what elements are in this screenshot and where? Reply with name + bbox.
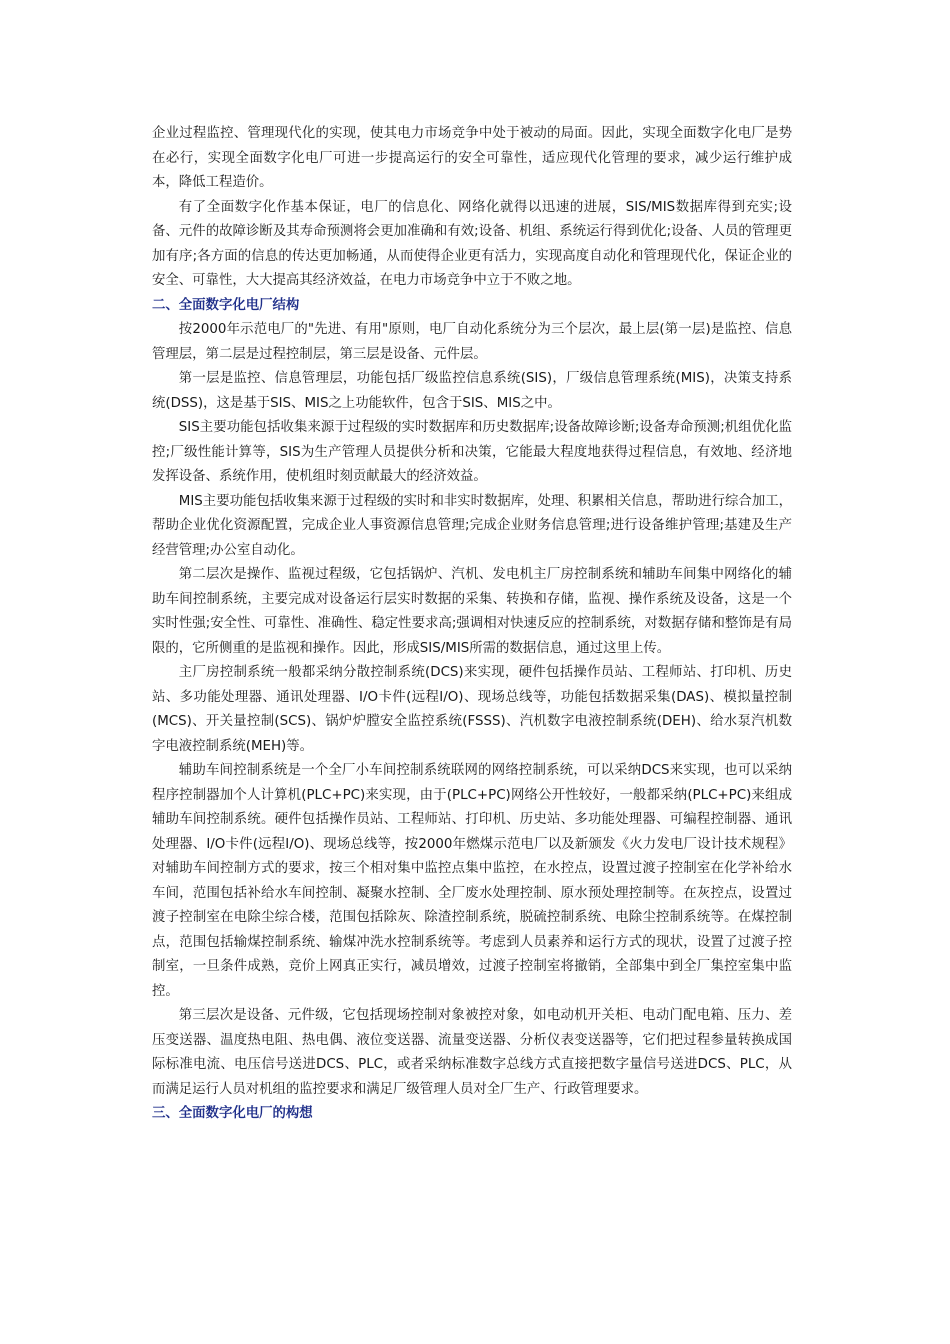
paragraph-sis: SIS主要功能包括收集来源于过程级的实时数据库和历史数据库;设备故障诊断;设备寿命预测;机组优化监控;厂级性能计算等，SIS为生产管理人员提供分析和决策，它能最大程度地获得过程信息，有效地、经济地发挥设备、系统作用，使机组时刻贡献最大的经济效益。 xyxy=(152,420,792,484)
paragraph-digital-foundation: 有了全面数字化作基本保证，电厂的信息化、网络化就得以迅速的进展，SIS/MIS数据库得到充实;设备、元件的故障诊断及其寿命预测将会更加准确和有效;设备、机组、系统运行得到优化;设备、人员的管理更加有序;各方面的信息的传达更加畅通，从而使得企业更有活力，实现高度自动化和管理现代化，保证企业的安全、可靠性，大大提高其经济效益，在电力市场竞争中立于不败之地。 xyxy=(152,199,792,288)
paragraph-first-level: 第一层是监控、信息管理层，功能包括厂级监控信息系统(SIS)，厂级信息管理系统(MIS)，决策支持系统(DSS)，这是基于SIS、MIS之上功能软件，包含于SIS、MIS之中。 xyxy=(152,371,792,411)
paragraph-mis: MIS主要功能包括收集来源于过程级的实时和非实时数据库，处理、积累相关信息，帮助进行综合加工，帮助企业优化资源配置，完成企业人事资源信息管理;完成企业财务信息管理;进行设备维护管理;基建及生产经营管理;办公室自动化。 xyxy=(152,493,792,558)
paragraph-main-plant-control: 主厂房控制系统一般都采纳分散控制系统(DCS)来实现，硬件包括操作员站、工程师站、打印机、历史站、多功能处理器、通讯处理器、I/O卡件(远程I/O)、现场总线等，功能包括数据采集(DAS)、模拟量控制(MCS)、开关量控制(SCS)、锅炉炉膛安全监控系统(FSSS)、汽机数字电液控制系统(DEH)、给水泵汽机数字电液控制系统(MEH)等。 xyxy=(152,665,792,754)
paragraph-auxiliary-control: 辅助车间控制系统是一个全厂小车间控制系统联网的网络控制系统，可以采纳DCS来实现，也可以采纳程序控制器加个人计算机(PLC+PC)来实现，由于(PLC+PC)网络公开性较好，一般都采纳(PLC+PC)来组成辅助车间控制系统。硬件包括操作员站、工程师站、打印机、历史站、多功能处理器、可编程控制器、通讯处理器、I/O卡件(远程I/O)、现场总线等，按2000年燃煤示范电厂以及新颁发《火力发电厂设计技术规程》对辅助车间控制方式的要求，按三个相对集中监控点集中监控，在水控点，设置过渡子控制室在化学补给水车间，范围包括补给水车间控制、凝聚水控制、全厂废水处理控制、原水预处理控制等。在灰控点，设置过渡子控制室在电除尘综合楼，范围包括除灰、除渣控制系统，脱硫控制系统、电除尘控制系统等。在煤控制点，范围包括输煤控制系统、输煤冲洗水控制系统等。考虑到人员素养和运行方式的现状，设置了过渡子控制室，一旦条件成熟，竞价上网真正实行，减员增效，过渡子控制室将撤销，全部集中到全厂集控室集中监控。 xyxy=(152,763,792,999)
paragraph-second-level: 第二层次是操作、监视过程级，它包括锅炉、汽机、发电机主厂房控制系统和辅助车间集中网络化的辅助车间控制系统，主要完成对设备运行层实时数据的采集、转换和存储，监视、操作系统及设备，这是一个实时性强;安全性、可靠性、准确性、稳定性要求高;强调相对快速反应的控制系统，对数据存储和整饰是有局限的，它所侧重的是监视和操作。因此，形成SIS/MIS所需的数据信息，通过这里上传。 xyxy=(152,567,792,656)
paragraph-third-level: 第三层次是设备、元件级，它包括现场控制对象被控对象，如电动机开关柜、电动门配电箱、压力、差压变送器、温度热电阻、热电偶、液位变送器、流量变送器、分析仪表变送器等，它们把过程参量转换成国际标准电流、电压信号送进DCS、PLC，或者采纳标准数字总线方式直接把数字量信号送进DCS、PLC，从而满足运行人员对机组的监控要求和满足厂级管理人员对全厂生产、行政管理要求。 xyxy=(152,1008,792,1097)
section-heading-structure: 二、全面数字化电厂结构 xyxy=(152,297,300,313)
section-heading-concept: 三、全面数字化电厂的构想 xyxy=(152,1106,313,1121)
document-page xyxy=(152,122,792,1127)
paragraph-three-levels: 按2000年示范电厂的"先进、有用"原则，电厂自动化系统分为三个层次，最上层(第一层)是监控、信息管理层，第二层是过程控制层，第三层是设备、元件层。 xyxy=(152,322,792,362)
paragraph-intro: 企业过程监控、管理现代化的实现，使其电力市场竞争中处于被动的局面。因此，实现全面数字化电厂是势在必行，实现全面数字化电厂可进一步提高运行的安全可靠性，适应现代化管理的要求，减少运行维护成本，降低工程造价。 xyxy=(152,126,792,190)
